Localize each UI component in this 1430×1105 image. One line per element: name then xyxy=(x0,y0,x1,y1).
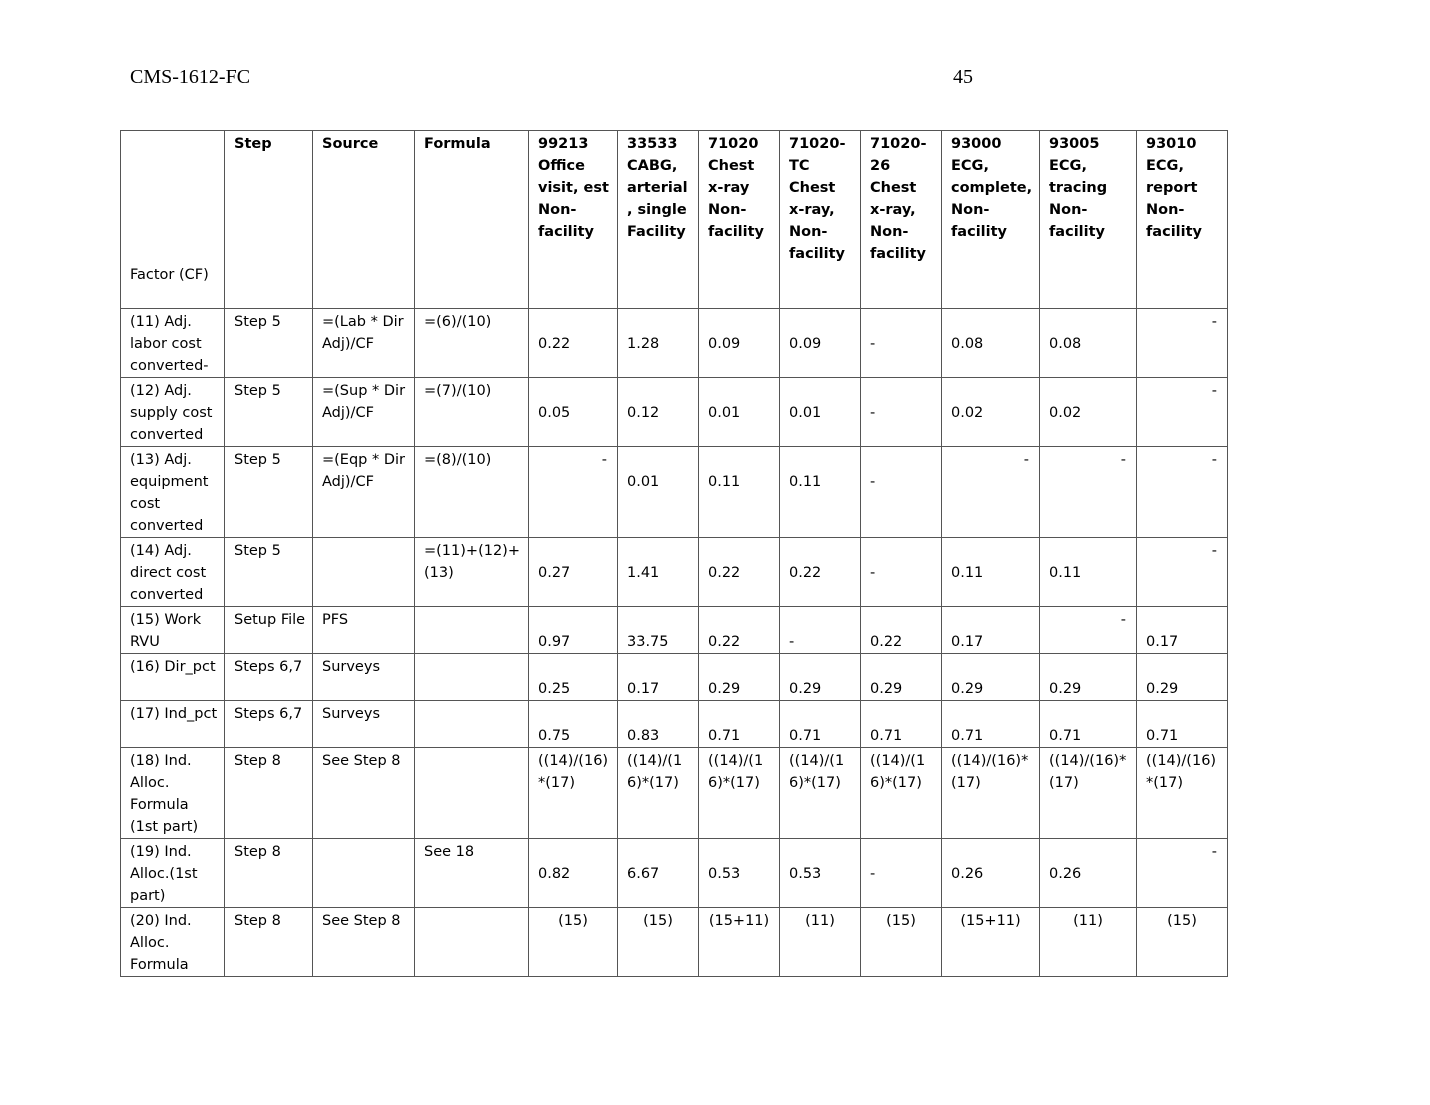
step-cell: Step 5 xyxy=(225,309,313,378)
value-cell xyxy=(1040,538,1137,607)
value-cell: - xyxy=(1040,607,1137,654)
value-cell xyxy=(529,378,618,447)
value-cell: ((14)/(16)*(17) xyxy=(861,748,942,839)
value-cell xyxy=(861,701,942,748)
value-text: 0.12 xyxy=(627,405,660,421)
value-cell xyxy=(1040,378,1137,447)
value-cell xyxy=(618,378,699,447)
value-text: 0.29 xyxy=(1146,681,1179,697)
value-cell xyxy=(699,447,780,538)
value-cell xyxy=(861,309,942,378)
source-cell: =(Lab * Dir Adj)/CF xyxy=(313,309,415,378)
value-cell: ((14)/(16)*(17) xyxy=(699,748,780,839)
value-text: 0.22 xyxy=(789,565,822,581)
value-text: 0.25 xyxy=(538,681,571,697)
value-cell xyxy=(942,607,1040,654)
value-cell xyxy=(529,839,618,908)
formula-cell xyxy=(415,607,529,654)
value-cell xyxy=(861,607,942,654)
value-text: 0.71 xyxy=(789,728,822,744)
value-cell xyxy=(1137,701,1228,748)
value-cell xyxy=(942,839,1040,908)
value-text: 0.01 xyxy=(627,474,660,490)
cost-allocation-table xyxy=(120,130,1228,977)
col-header-source: Source xyxy=(313,131,415,309)
value-cell xyxy=(699,538,780,607)
value-cell: - xyxy=(1137,378,1228,447)
value-text: 0.11 xyxy=(789,474,822,490)
value-cell xyxy=(780,839,861,908)
value-text: - xyxy=(870,336,876,352)
value-text: 0.17 xyxy=(1146,634,1179,650)
value-text: - xyxy=(870,405,876,421)
source-cell: Surveys xyxy=(313,701,415,748)
value-cell xyxy=(618,447,699,538)
value-text: 0.82 xyxy=(538,866,571,882)
value-text: 0.83 xyxy=(627,728,660,744)
value-text: 0.29 xyxy=(1049,681,1082,697)
value-text: 0.08 xyxy=(951,336,984,352)
value-text: 0.29 xyxy=(951,681,984,697)
value-cell: ((14)/(16)*(17) xyxy=(1040,748,1137,839)
value-text: 0.71 xyxy=(1146,728,1179,744)
table-row xyxy=(121,607,1228,654)
value-cell xyxy=(942,701,1040,748)
col-header-formula: Formula xyxy=(415,131,529,309)
value-text: 0.27 xyxy=(538,565,571,581)
table-row xyxy=(121,908,1228,977)
value-cell xyxy=(942,538,1040,607)
factor-cell: (14) Adj. direct cost converted xyxy=(121,538,225,607)
step-cell: Step 5 xyxy=(225,378,313,447)
value-cell xyxy=(529,607,618,654)
value-cell xyxy=(529,701,618,748)
factor-cell: (13) Adj. equipment cost converted xyxy=(121,447,225,538)
value-text: 0.22 xyxy=(870,634,903,650)
step-cell: Step 8 xyxy=(225,839,313,908)
table-row xyxy=(121,839,1228,908)
value-text: 0.09 xyxy=(708,336,741,352)
value-cell: - xyxy=(529,447,618,538)
value-text: 0.22 xyxy=(538,336,571,352)
value-cell: (15+11) xyxy=(699,908,780,977)
value-text: 0.53 xyxy=(789,866,822,882)
value-cell xyxy=(699,309,780,378)
formula-cell xyxy=(415,908,529,977)
col-header-99213: 99213 Office visit, est Non-facility xyxy=(529,131,618,309)
value-text: 0.22 xyxy=(708,565,741,581)
value-cell: - xyxy=(1137,447,1228,538)
step-cell: Steps 6,7 xyxy=(225,654,313,701)
step-cell: Step 8 xyxy=(225,908,313,977)
value-text: 0.71 xyxy=(951,728,984,744)
value-cell xyxy=(1040,654,1137,701)
factor-cell: (15) Work RVU xyxy=(121,607,225,654)
value-text: - xyxy=(789,634,795,650)
value-cell xyxy=(618,607,699,654)
page-number: 45 xyxy=(953,66,973,88)
value-text: - xyxy=(870,866,876,882)
value-cell xyxy=(780,447,861,538)
value-cell xyxy=(618,538,699,607)
step-cell: Setup File xyxy=(225,607,313,654)
value-cell: ((14)/(16)*(17) xyxy=(942,748,1040,839)
step-cell: Step 8 xyxy=(225,748,313,839)
col-header-93005: 93005 ECG, tracing Non-facility xyxy=(1040,131,1137,309)
formula-cell xyxy=(415,748,529,839)
value-cell xyxy=(529,538,618,607)
value-text: 0.29 xyxy=(789,681,822,697)
value-cell: - xyxy=(1040,447,1137,538)
value-cell: (11) xyxy=(1040,908,1137,977)
value-text: 0.29 xyxy=(708,681,741,697)
col-header-step: Step xyxy=(225,131,313,309)
value-cell xyxy=(529,309,618,378)
value-cell: (15+11) xyxy=(942,908,1040,977)
value-text: 0.71 xyxy=(1049,728,1082,744)
value-text: 0.71 xyxy=(870,728,903,744)
value-cell: (11) xyxy=(780,908,861,977)
factor-cell: (16) Dir_pct xyxy=(121,654,225,701)
formula-cell: =(8)/(10) xyxy=(415,447,529,538)
value-cell xyxy=(780,607,861,654)
value-cell xyxy=(861,839,942,908)
formula-cell: =(7)/(10) xyxy=(415,378,529,447)
source-cell xyxy=(313,839,415,908)
value-text: 0.53 xyxy=(708,866,741,882)
value-text: 0.02 xyxy=(951,405,984,421)
table-row xyxy=(121,538,1228,607)
value-cell xyxy=(1040,839,1137,908)
value-text: 0.01 xyxy=(789,405,822,421)
value-text: 0.71 xyxy=(708,728,741,744)
source-cell xyxy=(313,538,415,607)
value-text: - xyxy=(870,565,876,581)
col-header-93010: 93010 ECG, report Non-facility xyxy=(1137,131,1228,309)
value-cell xyxy=(529,654,618,701)
source-cell: PFS xyxy=(313,607,415,654)
col-header-71020-26: 71020-26 Chest x-ray, Non-facility xyxy=(861,131,942,309)
value-cell xyxy=(780,538,861,607)
col-header-71020: 71020 Chest x-ray Non-facility xyxy=(699,131,780,309)
value-cell: (15) xyxy=(529,908,618,977)
value-cell xyxy=(780,654,861,701)
step-cell: Step 5 xyxy=(225,447,313,538)
value-cell: - xyxy=(1137,839,1228,908)
value-cell xyxy=(780,309,861,378)
value-cell: (15) xyxy=(1137,908,1228,977)
value-cell: - xyxy=(1137,538,1228,607)
value-text: 0.05 xyxy=(538,405,571,421)
factor-cell: (18) Ind. Alloc. Formula (1st part) xyxy=(121,748,225,839)
value-cell xyxy=(618,701,699,748)
header-row xyxy=(121,131,1228,309)
step-cell: Steps 6,7 xyxy=(225,701,313,748)
formula-cell: =(11)+(12)+(13) xyxy=(415,538,529,607)
value-text: 0.75 xyxy=(538,728,571,744)
value-text: 0.17 xyxy=(627,681,660,697)
value-text: 1.28 xyxy=(627,336,660,352)
value-text: 1.41 xyxy=(627,565,660,581)
formula-cell: =(6)/(10) xyxy=(415,309,529,378)
value-text: 0.22 xyxy=(708,634,741,650)
value-cell: - xyxy=(942,447,1040,538)
col-header-33533: 33533 CABG, arterial, single Facility xyxy=(618,131,699,309)
value-cell: - xyxy=(1137,309,1228,378)
source-cell: =(Eqp * Dir Adj)/CF xyxy=(313,447,415,538)
value-text: 0.97 xyxy=(538,634,571,650)
value-cell xyxy=(780,701,861,748)
value-cell xyxy=(1040,701,1137,748)
source-cell: Surveys xyxy=(313,654,415,701)
value-cell xyxy=(699,654,780,701)
source-cell: =(Sup * Dir Adj)/CF xyxy=(313,378,415,447)
value-cell xyxy=(942,654,1040,701)
formula-cell xyxy=(415,654,529,701)
table-row xyxy=(121,378,1228,447)
value-cell xyxy=(699,839,780,908)
value-text: 0.09 xyxy=(789,336,822,352)
table-row xyxy=(121,309,1228,378)
factor-cell: (20) Ind. Alloc. Formula xyxy=(121,908,225,977)
table-row xyxy=(121,701,1228,748)
table-row xyxy=(121,447,1228,538)
value-cell xyxy=(699,378,780,447)
value-cell xyxy=(780,378,861,447)
source-cell: See Step 8 xyxy=(313,748,415,839)
value-cell: ((14)/(16)*(17) xyxy=(780,748,861,839)
value-cell xyxy=(942,378,1040,447)
document-id: CMS-1612-FC xyxy=(130,66,251,88)
value-cell xyxy=(618,654,699,701)
value-cell xyxy=(861,378,942,447)
value-cell xyxy=(1137,607,1228,654)
value-cell xyxy=(942,309,1040,378)
value-text: 0.11 xyxy=(708,474,741,490)
value-text: 0.08 xyxy=(1049,336,1082,352)
value-text: 6.67 xyxy=(627,866,660,882)
col-header-factor: Factor (CF) xyxy=(121,131,225,309)
value-cell: ((14)/(16)*(17) xyxy=(1137,748,1228,839)
value-text: 0.11 xyxy=(951,565,984,581)
value-cell xyxy=(861,538,942,607)
value-text: - xyxy=(870,474,876,490)
value-cell: (15) xyxy=(618,908,699,977)
value-cell xyxy=(699,607,780,654)
value-text: 0.17 xyxy=(951,634,984,650)
value-text: 0.29 xyxy=(870,681,903,697)
table-row xyxy=(121,654,1228,701)
value-text: 0.11 xyxy=(1049,565,1082,581)
step-cell: Step 5 xyxy=(225,538,313,607)
value-text: 0.01 xyxy=(708,405,741,421)
value-cell xyxy=(1137,654,1228,701)
value-cell xyxy=(861,447,942,538)
value-cell: (15) xyxy=(861,908,942,977)
value-text: 0.26 xyxy=(1049,866,1082,882)
value-cell xyxy=(699,701,780,748)
factor-cell: (17) Ind_pct xyxy=(121,701,225,748)
col-header-71020-tc: 71020-TC Chest x-ray, Non-facility xyxy=(780,131,861,309)
factor-cell: (11) Adj. labor cost converted- xyxy=(121,309,225,378)
source-cell: See Step 8 xyxy=(313,908,415,977)
formula-cell: See 18 xyxy=(415,839,529,908)
value-cell: ((14)/(16)*(17) xyxy=(618,748,699,839)
value-text: 0.26 xyxy=(951,866,984,882)
value-text: 0.02 xyxy=(1049,405,1082,421)
value-text: 33.75 xyxy=(627,634,669,650)
value-cell xyxy=(861,654,942,701)
factor-cell: (19) Ind. Alloc.(1st part) xyxy=(121,839,225,908)
formula-cell xyxy=(415,701,529,748)
factor-cell: (12) Adj. supply cost converted xyxy=(121,378,225,447)
value-cell xyxy=(618,839,699,908)
value-cell: ((14)/(16)*(17) xyxy=(529,748,618,839)
table-row xyxy=(121,748,1228,839)
value-cell xyxy=(618,309,699,378)
value-cell xyxy=(1040,309,1137,378)
col-header-93000: 93000 ECG, complete, Non-facility xyxy=(942,131,1040,309)
